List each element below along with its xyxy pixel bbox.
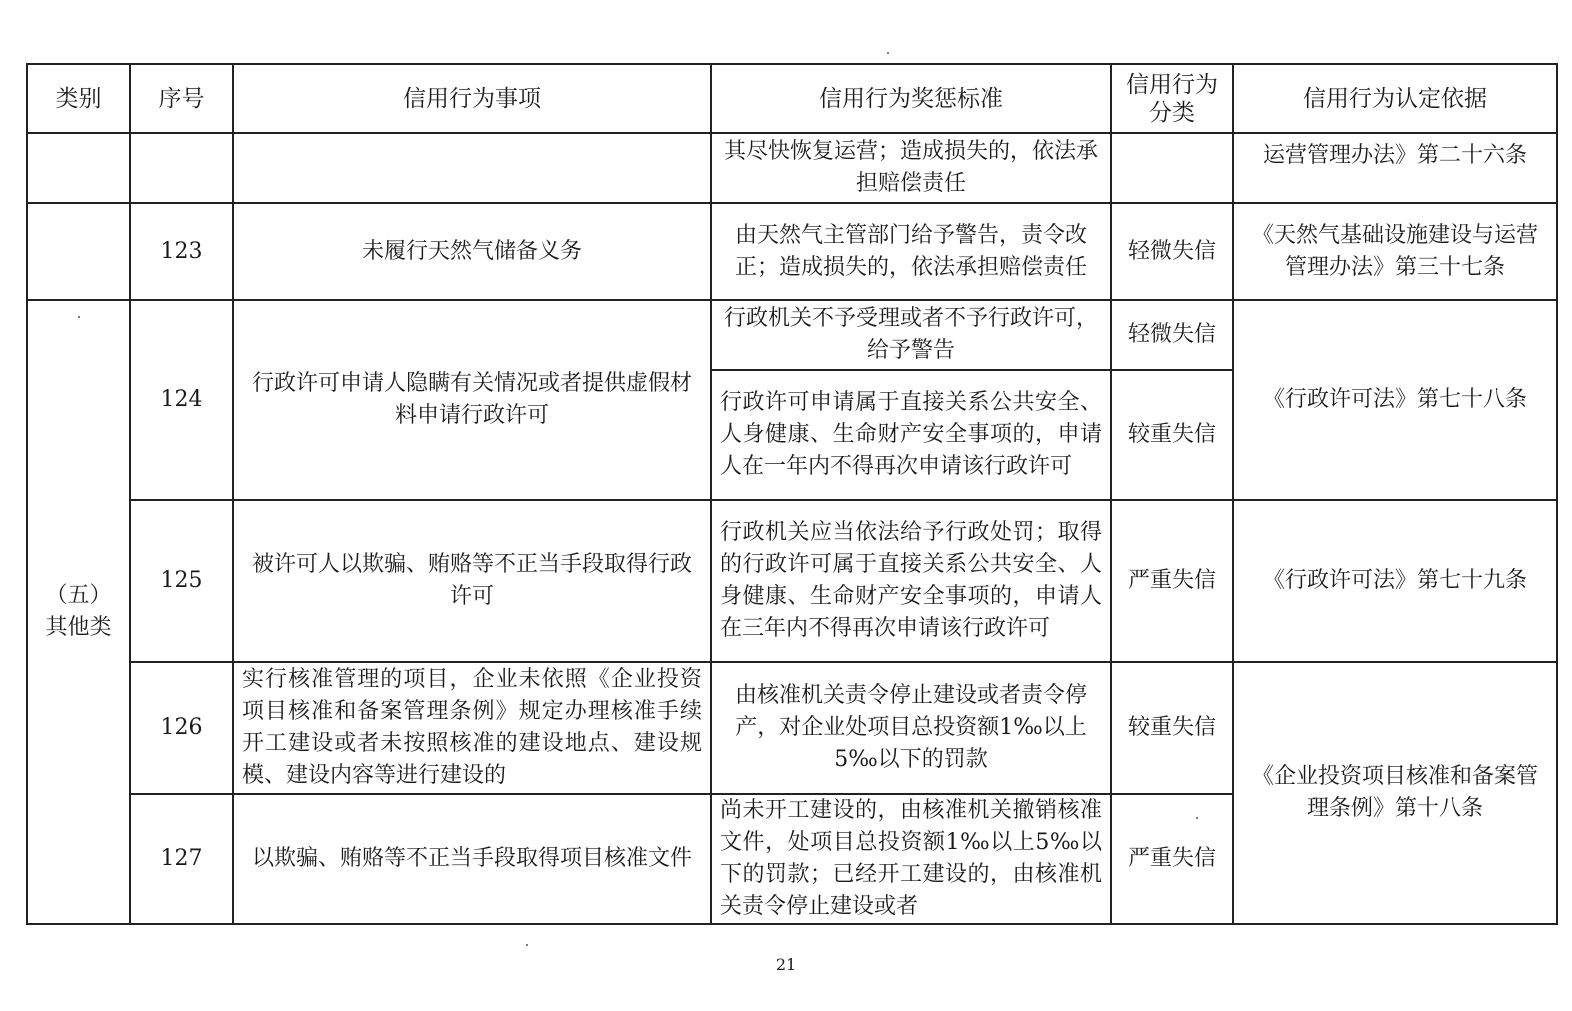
category-other-label: （五）其他类 [45, 583, 112, 640]
table-row [27, 133, 1557, 203]
cell-number: 126 [130, 662, 233, 794]
cell-classification: 轻微失信 [1111, 203, 1233, 300]
table-row [27, 203, 1557, 300]
cell-number: 123 [130, 203, 233, 300]
cell-basis: 《企业投资项目核准和备案管理条例》第十八条 [1233, 662, 1557, 924]
scan-speck [526, 944, 528, 946]
cell-number: 125 [130, 500, 233, 662]
scan-speck [887, 52, 889, 54]
cell-item: 行政许可申请人隐瞒有关情况或者提供虚假材料申请行政许可 [233, 300, 711, 500]
cell-classification: 严重失信 [1111, 794, 1233, 924]
cell-item-blank [233, 133, 711, 203]
cell-basis: 《行政许可法》第七十九条 [1233, 500, 1557, 662]
table-row [27, 300, 1557, 370]
cell-category-blank [27, 133, 130, 203]
header-number: 序号 [130, 64, 233, 133]
cell-item: 未履行天然气储备义务 [233, 203, 711, 300]
table-row [27, 662, 1557, 794]
cell-classification: 较重失信 [1111, 662, 1233, 794]
cell-number-blank [130, 133, 233, 203]
cell-standard: 行政机关不予受理或者不予行政许可，给予警告 [711, 300, 1111, 370]
cell-category-blank [27, 203, 130, 300]
cell-classification: 轻微失信 [1111, 300, 1233, 370]
page-number: 21 [775, 955, 797, 974]
cell-standard: 行政许可申请属于直接关系公共安全、人身健康、生命财产安全事项的，申请人在一年内不得再次申请该行政许可 [711, 370, 1111, 500]
cell-basis: 《行政许可法》第七十八条 [1233, 300, 1557, 500]
header-basis: 信用行为认定依据 [1233, 64, 1557, 133]
header-classification: 信用行为分类 [1111, 64, 1233, 133]
cell-classification: 严重失信 [1111, 500, 1233, 662]
cell-classification: 较重失信 [1111, 370, 1233, 500]
scan-speck [78, 316, 80, 318]
cell-item: 以欺骗、贿赂等不正当手段取得项目核准文件 [233, 794, 711, 924]
header-category: 类别 [27, 64, 130, 133]
cell-standard: 尚未开工建设的，由核准机关撤销核准文件，处项目总投资额1‰以上5‰以下的罚款；已经开工建设的，由核准机关责令停止建设或者 [711, 794, 1111, 924]
cell-item: 被许可人以欺骗、贿赂等不正当手段取得行政许可 [233, 500, 711, 662]
cell-item: 实行核准管理的项目，企业未依照《企业投资项目核准和备案管理条例》规定办理核准手续开工建设或者未按照核准的建设地点、建设规模、建设内容等进行建设的 [233, 662, 711, 794]
cell-category-other [27, 300, 130, 924]
cell-standard: 行政机关应当依法给予行政处罚；取得的行政许可属于直接关系公共安全、人身健康、生命财产安全事项的，申请人在三年内不得再次申请该行政许可 [711, 500, 1111, 662]
cell-basis: 《天然气基础设施建设与运营管理办法》第三十七条 [1233, 203, 1557, 300]
cell-standard: 由核准机关责令停止建设或者责令停产，对企业处项目总投资额1‰以上5‰以下的罚款 [711, 662, 1111, 794]
header-item: 信用行为事项 [233, 64, 711, 133]
scan-speck [1196, 817, 1198, 819]
cell-standard: 其尽快恢复运营；造成损失的，依法承担赔偿责任 [711, 133, 1111, 203]
header-standard: 信用行为奖惩标准 [711, 64, 1111, 133]
table-header-row [27, 64, 1557, 133]
cell-number: 124 [130, 300, 233, 500]
credit-behavior-table [26, 63, 1558, 925]
cell-number: 127 [130, 794, 233, 924]
cell-standard: 由天然气主管部门给予警告，责令改正；造成损失的，依法承担赔偿责任 [711, 203, 1111, 300]
cell-basis: 运营管理办法》第二十六条 [1233, 133, 1557, 203]
table-row [27, 500, 1557, 662]
cell-classification-blank [1111, 133, 1233, 203]
